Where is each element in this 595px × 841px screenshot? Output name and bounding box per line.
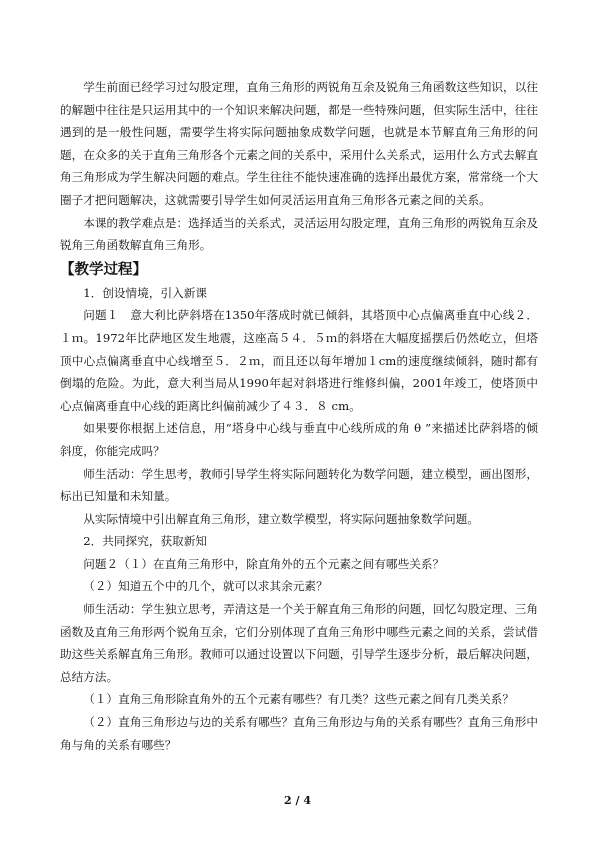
process-paragraph-subquestion-2: （２）直角三角形边与边的关系有哪些？直角三角形边与角的关系有哪些？直角三角形中角与角的关系有哪些？ bbox=[60, 715, 538, 752]
process-paragraph-question-2-2: （２）知道五个中的几个，就可以求其余元素？ bbox=[83, 579, 328, 594]
process-paragraph-activity-2: 师生活动：学生独立思考，弄清这是一个关于解直角三角形的问题，回忆勾股定理、三角函数及直角三角形两个锐角互余，它们分别体现了直角三角形中哪些元素之间的关系，尝试借助这些关系解直角三角形。教师可以通过设置以下问题，引导学生逐步分析，最后解决问题，总结方法。 bbox=[60, 602, 538, 684]
page-number: 2 / 4 bbox=[284, 794, 311, 807]
process-paragraph-subquestion-1: （１）直角三角形除直角外的五个元素有哪些？有几类？这些元素之间有几类关系？ bbox=[83, 692, 515, 707]
process-paragraph-summary-1: 从实际情境中引出解直角三角形，建立数学模型，将实际问题抽象数学问题。 bbox=[83, 511, 480, 526]
process-heading-1: 1．创设情境，引入新课 bbox=[83, 285, 208, 300]
intro-paragraph-2: 本课的教学难点是：选择适当的关系式，灵活运用勾股定理，直角三角形的两锐角互余及锐角三角函数解直角三角形。 bbox=[60, 215, 538, 253]
process-paragraph-question-1-task: 如果要你根据上述信息，用“塔身中心线与垂直中心线所成的角 θ ”来描述比萨斜塔的倾斜度，你能完成吗？ bbox=[60, 421, 538, 458]
process-paragraph-question-1: 问题１ 意大利比萨斜塔在1350年落成时就已倾斜，其塔顶中心点偏离垂直中心线２．１ｍ。1972年比萨地区发生地震，这座高５４．５ｍ的斜塔在大幅度摇摆后仍然屹立，但塔顶中心点偏离垂直中心线增至５．２ｍ，而且还以每年增加１cm的速度继续倾斜，随时都有倒塌的危险。为此，意大利当局从1990年起对斜塔进行维修纠偏，2001年竣工，使塔顶中心点偏离垂直中心线的距离比纠偏前减少了４３．８ cm。 bbox=[60, 308, 538, 413]
section-title: 【教学过程】 bbox=[60, 261, 147, 278]
process-paragraph-question-2-1: 问题２（１）在直角三角形中，除直角外的五个元素之间有哪些关系？ bbox=[83, 556, 445, 571]
document-body bbox=[60, 76, 538, 756]
process-heading-2: 2．共同探究，获取新知 bbox=[83, 534, 208, 549]
intro-paragraph-1: 学生前面已经学习过勾股定理，直角三角形的两锐角互余及锐角三角函数这些知识，以往的解题中往往是只运用其中的一个知识来解决问题，都是一些特殊问题，但实际生活中，往往遇到的是一般性问题，需要学生将实际问题抽象成数学问题，也就是本节解直角三角形的问题，在众多的关于直角三角形各个元素之间的关系中，采用什么关系式，运用什么方式去解直角三角形成为学生解决问题的难点。学生往往不能快速准确的选择出最优方案，常常绕一个大圈子才把问题解决，这就需要引导学生如何灵活运用直角三角形各元素之间的关系。 bbox=[60, 80, 538, 207]
process-paragraph-activity-1: 师生活动：学生思考，教师引导学生将实际问题转化为数学问题，建立模型，画出图形，标出已知量和未知量。 bbox=[60, 466, 538, 504]
